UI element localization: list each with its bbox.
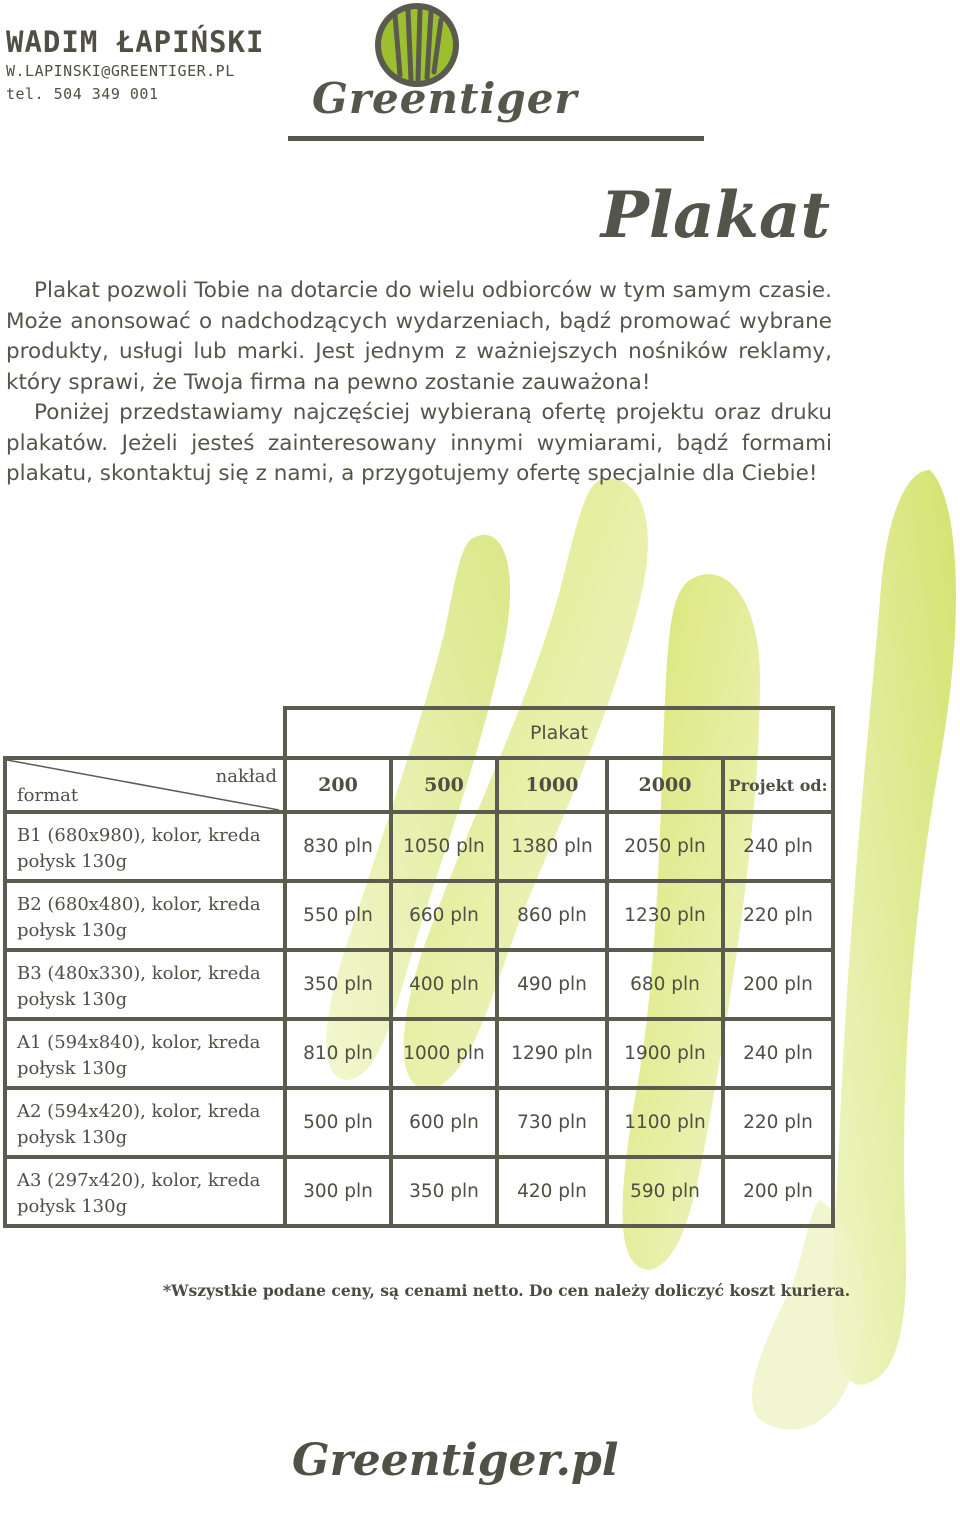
price-cell: 350 pln (285, 950, 391, 1019)
table-row (5, 950, 833, 1019)
format-label: B1 (680x980), kolor, kreda połysk 130g (5, 812, 285, 881)
contact-email[interactable]: W.LAPINSKI@GREENTIGER.PL (6, 62, 235, 80)
table-corner-header (5, 758, 285, 812)
project-price-cell: 200 pln (723, 950, 833, 1019)
price-cell: 400 pln (391, 950, 497, 1019)
quantity-header: 500 (391, 758, 497, 812)
price-cell: 730 pln (497, 1088, 607, 1157)
project-price-cell: 240 pln (723, 812, 833, 881)
project-price-cell: 220 pln (723, 1088, 833, 1157)
price-cell: 1000 pln (391, 1019, 497, 1088)
intro-paragraph-2: Poniżej przedstawiamy najczęściej wybieraną ofertę projektu oraz druku plakatów. Jeżeli jesteś zainteresowany innymi wymiarami, bądź formami plakatu, skontaktuj się z nami, a przygotujemy ofertę specjalnie dla Ciebie! (6, 400, 832, 486)
project-price-cell: 240 pln (723, 1019, 833, 1088)
quantity-header: 200 (285, 758, 391, 812)
format-label: A2 (594x420), kolor, kreda połysk 130g (5, 1088, 285, 1157)
intro-paragraph-1: Plakat pozwoli Tobie na dotarcie do wielu odbiorców w tym samym czasie. Może anonsować o nadchodzących wydarzeniach, bądź promować wybrane produkty, usługi lub marki. Jest jednym z ważniejszych nośników reklamy, który sprawi, że Twoja firma na pewno zostanie zauważona! (6, 278, 832, 395)
logo-wordmark: Greentiger (312, 74, 578, 123)
price-cell: 1380 pln (497, 812, 607, 881)
format-label: B3 (480x330), kolor, kreda połysk 130g (5, 950, 285, 1019)
project-price-cell: 200 pln (723, 1157, 833, 1226)
price-cell: 810 pln (285, 1019, 391, 1088)
table-empty-corner (5, 708, 285, 758)
price-table (3, 706, 835, 1228)
quantity-header: 2000 (607, 758, 723, 812)
table-title: Plakat (285, 708, 833, 758)
price-cell: 590 pln (607, 1157, 723, 1226)
price-cell: 490 pln (497, 950, 607, 1019)
price-cell: 1100 pln (607, 1088, 723, 1157)
price-cell: 1900 pln (607, 1019, 723, 1088)
table-row (5, 1088, 833, 1157)
corner-format-label: format (17, 785, 79, 806)
format-label: A3 (297x420), kolor, kreda połysk 130g (5, 1157, 285, 1226)
price-cell: 680 pln (607, 950, 723, 1019)
contact-block (6, 24, 264, 106)
table-row (5, 812, 833, 881)
format-label: B2 (680x480), kolor, kreda połysk 130g (5, 881, 285, 950)
table-row (5, 881, 833, 950)
website-link[interactable]: Greentiger.pl (292, 1435, 619, 1486)
price-cell: 2050 pln (607, 812, 723, 881)
price-cell: 660 pln (391, 881, 497, 950)
project-price-cell: 220 pln (723, 881, 833, 950)
format-label: A1 (594x840), kolor, kreda połysk 130g (5, 1019, 285, 1088)
header-divider (288, 136, 704, 141)
table-row (5, 1019, 833, 1088)
corner-naklad-label: nakład (215, 766, 277, 787)
price-cell: 600 pln (391, 1088, 497, 1157)
intro-text (6, 276, 832, 490)
quantity-header: 1000 (497, 758, 607, 812)
price-cell: 420 pln (497, 1157, 607, 1226)
contact-name: WADIM ŁAPIŃSKI (6, 25, 265, 59)
price-cell: 1050 pln (391, 812, 497, 881)
table-row (5, 1157, 833, 1226)
price-cell: 1290 pln (497, 1019, 607, 1088)
contact-phone: tel. 504 349 001 (6, 85, 159, 103)
price-cell: 860 pln (497, 881, 607, 950)
price-footnote: *Wszystkie podane ceny, są cenami netto. Do cen należy doliczyć koszt kuriera. (163, 1281, 851, 1300)
project-header: Projekt od: (723, 758, 833, 812)
price-cell: 1230 pln (607, 881, 723, 950)
page-title: Plakat (600, 178, 830, 253)
price-cell: 550 pln (285, 881, 391, 950)
price-cell: 350 pln (391, 1157, 497, 1226)
price-cell: 500 pln (285, 1088, 391, 1157)
price-cell: 830 pln (285, 812, 391, 881)
price-cell: 300 pln (285, 1157, 391, 1226)
